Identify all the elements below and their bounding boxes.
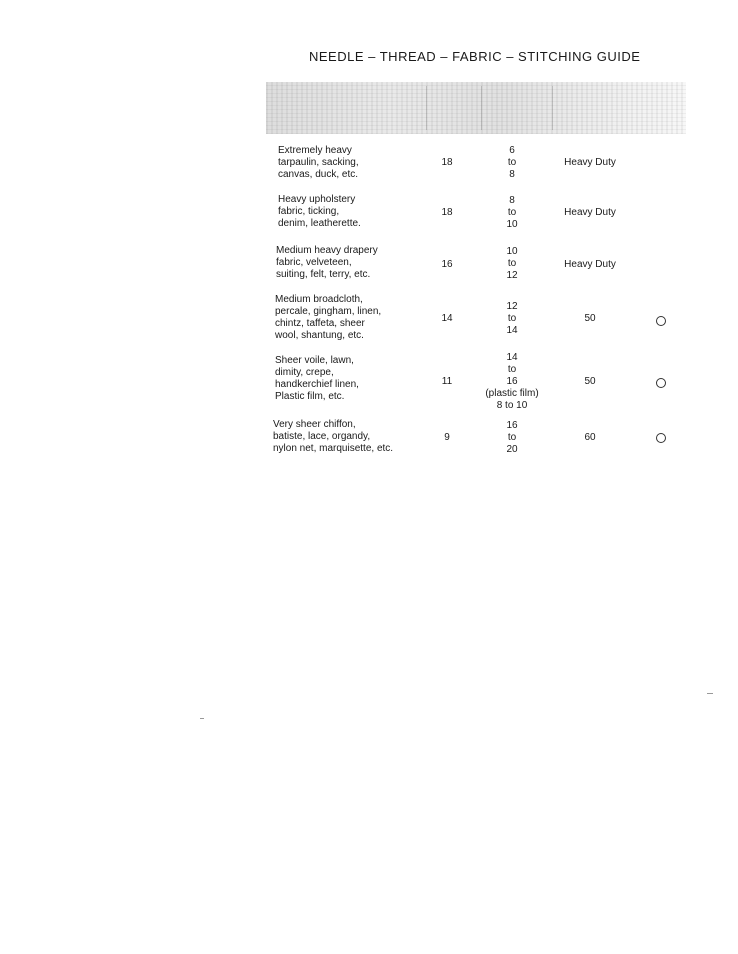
fabric-line: Medium broadcloth,	[275, 294, 363, 305]
fabric-cell	[276, 245, 378, 281]
thread-line: to	[507, 157, 517, 168]
fabric-line: Medium heavy drapery	[276, 245, 378, 256]
fabric-line: denim, leatherette.	[278, 218, 361, 229]
thread-line: 12	[506, 301, 518, 312]
thread-line: 8	[509, 169, 515, 180]
stitch-length-cell: Heavy Duty	[564, 259, 616, 270]
fabric-line: dimity, crepe,	[275, 367, 334, 378]
fabric-line: Extremely heavy	[278, 145, 352, 156]
fabric-line: chintz, taffeta, sheer	[275, 318, 365, 329]
fabric-cell	[275, 355, 359, 403]
fabric-line: Heavy upholstery	[278, 194, 356, 205]
circle-icon	[656, 433, 666, 443]
needle-size-cell: 18	[441, 157, 453, 168]
header-divider	[552, 86, 553, 130]
page-title: NEEDLE – THREAD – FABRIC – STITCHING GUIDE	[309, 49, 641, 64]
scan-speck	[200, 718, 204, 719]
thread-line: 16	[506, 420, 518, 431]
stitch-length-cell: Heavy Duty	[564, 157, 616, 168]
fabric-cell	[278, 194, 361, 230]
stitch-length-cell: Heavy Duty	[564, 207, 616, 218]
thread-line: to	[507, 364, 517, 375]
thread-line: 8	[509, 195, 515, 206]
thread-size-cell	[472, 301, 552, 337]
thread-line: to	[507, 432, 517, 443]
thread-line: to	[507, 313, 517, 324]
thread-line: 10	[506, 246, 518, 257]
fabric-cell	[278, 145, 359, 181]
fabric-cell	[273, 419, 393, 455]
thread-line: 16	[506, 376, 518, 387]
thread-line: 20	[506, 444, 518, 455]
circle-icon	[656, 378, 666, 388]
fabric-line: Plastic film, etc.	[275, 391, 345, 402]
fabric-line: wool, shantung, etc.	[275, 330, 364, 341]
thread-size-cell	[472, 420, 552, 456]
thread-line: to	[507, 207, 517, 218]
fabric-line: Sheer voile, lawn,	[275, 355, 354, 366]
circle-icon	[656, 316, 666, 326]
needle-size-cell: 9	[444, 432, 450, 443]
table-header-band	[266, 82, 686, 134]
fabric-line: nylon net, marquisette, etc.	[273, 443, 394, 454]
fabric-line: fabric, ticking,	[278, 206, 340, 217]
thread-size-cell	[472, 246, 552, 282]
needle-size-cell: 11	[441, 376, 453, 387]
thread-size-cell	[472, 352, 552, 412]
fabric-line: batiste, lace, organdy,	[273, 431, 371, 442]
stitch-length-cell: 50	[584, 376, 596, 387]
fabric-line: percale, gingham, linen,	[275, 306, 382, 317]
fabric-cell	[275, 294, 381, 342]
thread-line: 10	[506, 219, 518, 230]
fabric-line: suiting, felt, terry, etc.	[276, 269, 371, 280]
header-divider	[481, 86, 482, 130]
stitch-length-cell: 50	[584, 313, 596, 324]
fabric-line: fabric, velveteen,	[276, 257, 352, 268]
needle-size-cell: 14	[441, 313, 453, 324]
header-divider	[426, 86, 427, 130]
thread-line: (plastic film)	[485, 388, 539, 399]
thread-line: 14	[506, 352, 518, 363]
fabric-line: tarpaulin, sacking,	[278, 157, 359, 168]
thread-line: 14	[506, 325, 518, 336]
fabric-line: handkerchief linen,	[275, 379, 359, 390]
thread-size-cell	[472, 145, 552, 181]
fabric-line: Very sheer chiffon,	[273, 419, 356, 430]
stitch-length-cell: 60	[584, 432, 596, 443]
fabric-line: canvas, duck, etc.	[278, 169, 359, 180]
needle-size-cell: 18	[441, 207, 453, 218]
thread-size-cell	[472, 195, 552, 231]
thread-line: 12	[506, 270, 518, 281]
needle-size-cell: 16	[441, 259, 453, 270]
thread-line: 8 to 10	[496, 400, 528, 411]
thread-line: to	[507, 258, 517, 269]
thread-line: 6	[509, 145, 515, 156]
scan-speck	[707, 693, 713, 694]
